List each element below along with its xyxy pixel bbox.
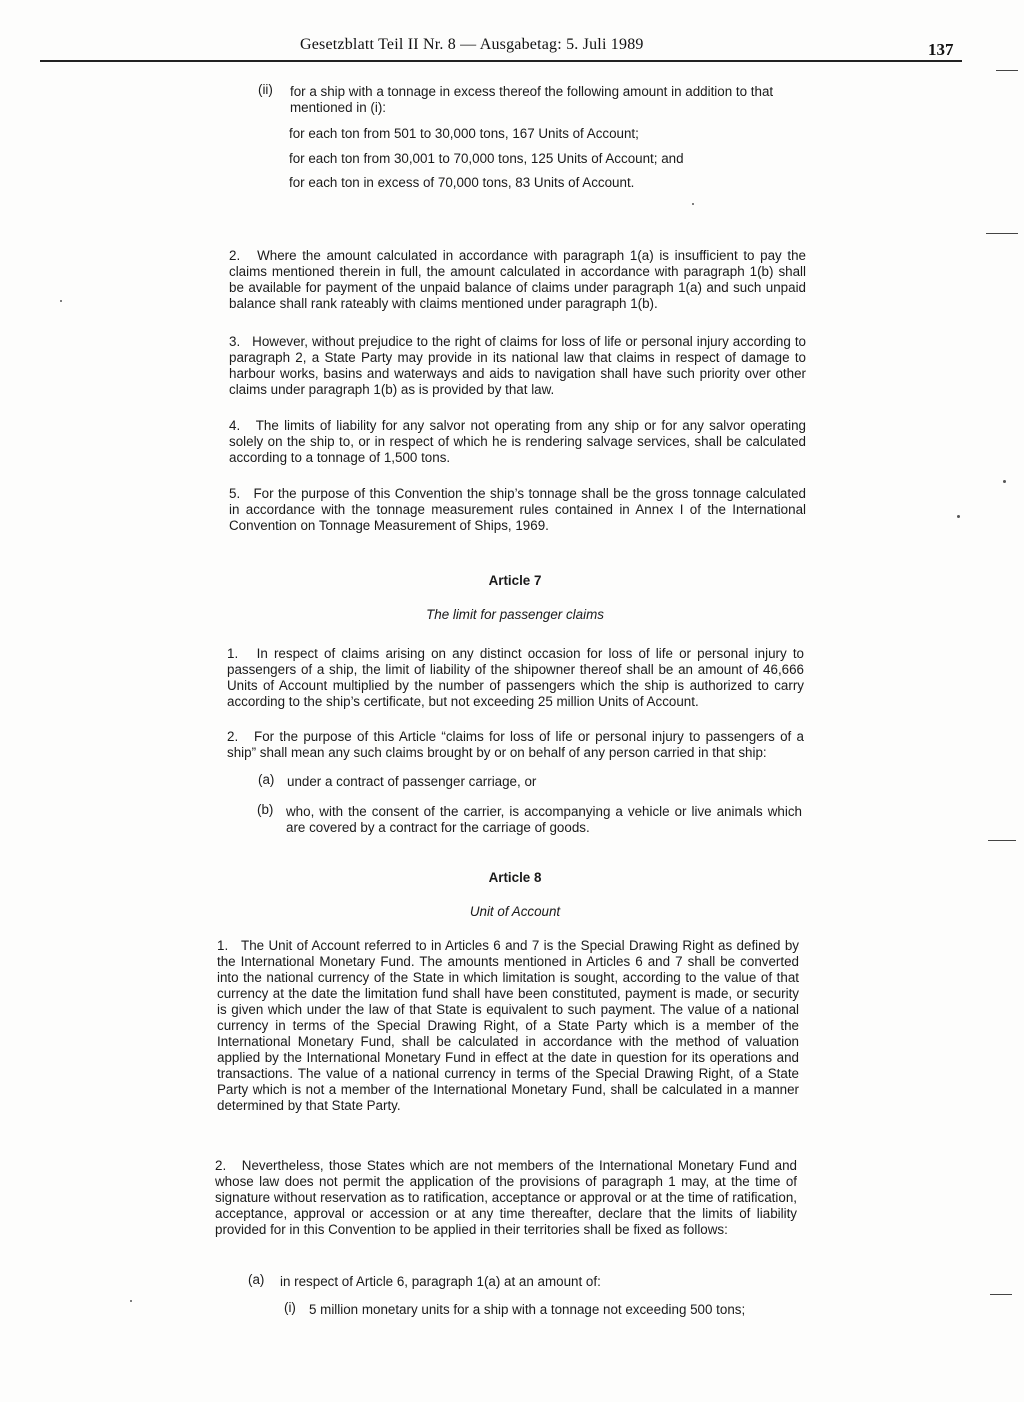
art8-item-i-label: (i) (284, 1300, 296, 1315)
scan-speck (692, 203, 694, 205)
art7-item-a-text: under a contract of passenger carriage, or (287, 774, 537, 789)
tonnage-line-1: for each ton from 501 to 30,000 tons, 167 Units of Account; (289, 126, 639, 141)
art7-paragraph-2: 2. For the purpose of this Article “claims for loss of life or personal injury to passengers of a ship” shall mean any such claims brought by or on behalf of any person carried in that ship: (227, 729, 804, 760)
scan-mark (988, 840, 1016, 841)
art7-item-b-label: (b) (257, 802, 274, 817)
header-rule (40, 60, 962, 62)
scan-mark (990, 1294, 1012, 1295)
article-7-heading: Article 7 (488, 573, 542, 588)
item-ii-text: for a ship with a tonnage in excess thereof the following amount in addition to that mentioned in (i): (290, 84, 774, 115)
scan-speck (60, 300, 62, 302)
art8-item-i-text: 5 million monetary units for a ship with a tonnage not exceeding 500 tons; (309, 1302, 746, 1317)
scan-speck (957, 515, 960, 518)
tonnage-line-2: for each ton from 30,001 to 70,000 tons, 125 Units of Account; and (289, 151, 684, 166)
scan-mark (996, 70, 1018, 71)
scan-mark (986, 233, 1018, 234)
scan-speck (1003, 480, 1006, 483)
art6-paragraph-5: 5. For the purpose of this Convention the ship’s tonnage shall be the gross tonnage calculated in accordance with the tonnage measurement rules contained in Annex I of the International Convention on Tonnage Measurement of Ships, 1969. (229, 486, 806, 533)
art6-paragraph-4: 4. The limits of liability for any salvor not operating from any ship or for any salvor operating solely on the ship to, or in respect of which he is rendering salvage services, shall be calculated according to a tonnage of 1,500 tons. (229, 418, 806, 465)
article-7-subheading: The limit for passenger claims (426, 607, 604, 622)
scan-speck (130, 1300, 132, 1302)
art7-item-a-label: (a) (258, 772, 275, 787)
art7-item-b-text: who, with the consent of the carrier, is accompanying a vehicle or live animals which are covered by a contract for the carriage of goods. (286, 804, 802, 835)
art8-paragraph-2: 2. Nevertheless, those States which are not members of the International Monetary Fund and whose law does not permit the application of the provisions of paragraph 1 may, at the time of signature without reservation as to ratification, acceptance or approval or at the time of ratification, acceptance, approval or accession or at any time thereafter, declare that the limits of liability provided for in this Convention to be applied in their territories shall be fixed as follows: (215, 1158, 797, 1237)
tonnage-line-3: for each ton in excess of 70,000 tons, 83 Units of Account. (289, 175, 635, 190)
art8-item-a-text: in respect of Article 6, paragraph 1(a) at an amount of: (280, 1274, 601, 1289)
art8-item-a-label: (a) (248, 1272, 265, 1287)
page-number: 137 (928, 40, 954, 59)
art6-paragraph-3: 3. However, without prejudice to the right of claims for loss of life or personal injury according to paragraph 2, a State Party may provide in its national law that claims in respect of damage to harbour works, basins and waterways and aids to navigation shall have such priority over other claims under paragraph 1(b) as is provided by that law. (229, 334, 806, 397)
article-8-heading: Article 8 (488, 870, 542, 885)
art6-paragraph-2: 2. Where the amount calculated in accordance with paragraph 1(a) is insufficient to pay the claims mentioned therein in full, the amount calculated in accordance with paragraph 1(b) shall be available for payment of the unpaid balance of claims under paragraph 1(a) and such unpaid balance shall rank rateably with claims mentioned under paragraph 1(b). (229, 248, 806, 311)
running-header: Gesetzblatt Teil II Nr. 8 — Ausgabetag: 5. Juli 1989 (300, 36, 644, 53)
item-ii-label: (ii) (258, 82, 273, 97)
art8-paragraph-1: 1. The Unit of Account referred to in Articles 6 and 7 is the Special Drawing Right as defined by the International Monetary Fund. The amounts mentioned in Articles 6 and 7 shall be converted into the national currency of the State in which limitation is sought, according to the value of that currency at the date the limitation fund shall have been constituted, payment is made, or security is given which under the law of that State is equivalent to such payment. The value of a national currency in terms of the Special Drawing Right, of a State Party which is a member of the International Monetary Fund, shall be calculated in accordance with the method of valuation applied by the International Monetary Fund in effect at the date in question for its operations and transactions. The value of a national currency in terms of the Special Drawing Right, of a State Party which is not a member of the International Monetary Fund, shall be calculated in a manner determined by that State Party. (217, 938, 799, 1113)
article-8-subheading: Unit of Account (469, 904, 561, 919)
art7-paragraph-1: 1. In respect of claims arising on any distinct occasion for loss of life or personal injury to passengers of a ship, the limit of liability of the shipowner thereof shall be an amount of 46,666 Units of Account multiplied by the number of passengers which the ship is authorized to carry according to the ship’s certificate, but not exceeding 25 million Units of Account. (227, 646, 804, 709)
